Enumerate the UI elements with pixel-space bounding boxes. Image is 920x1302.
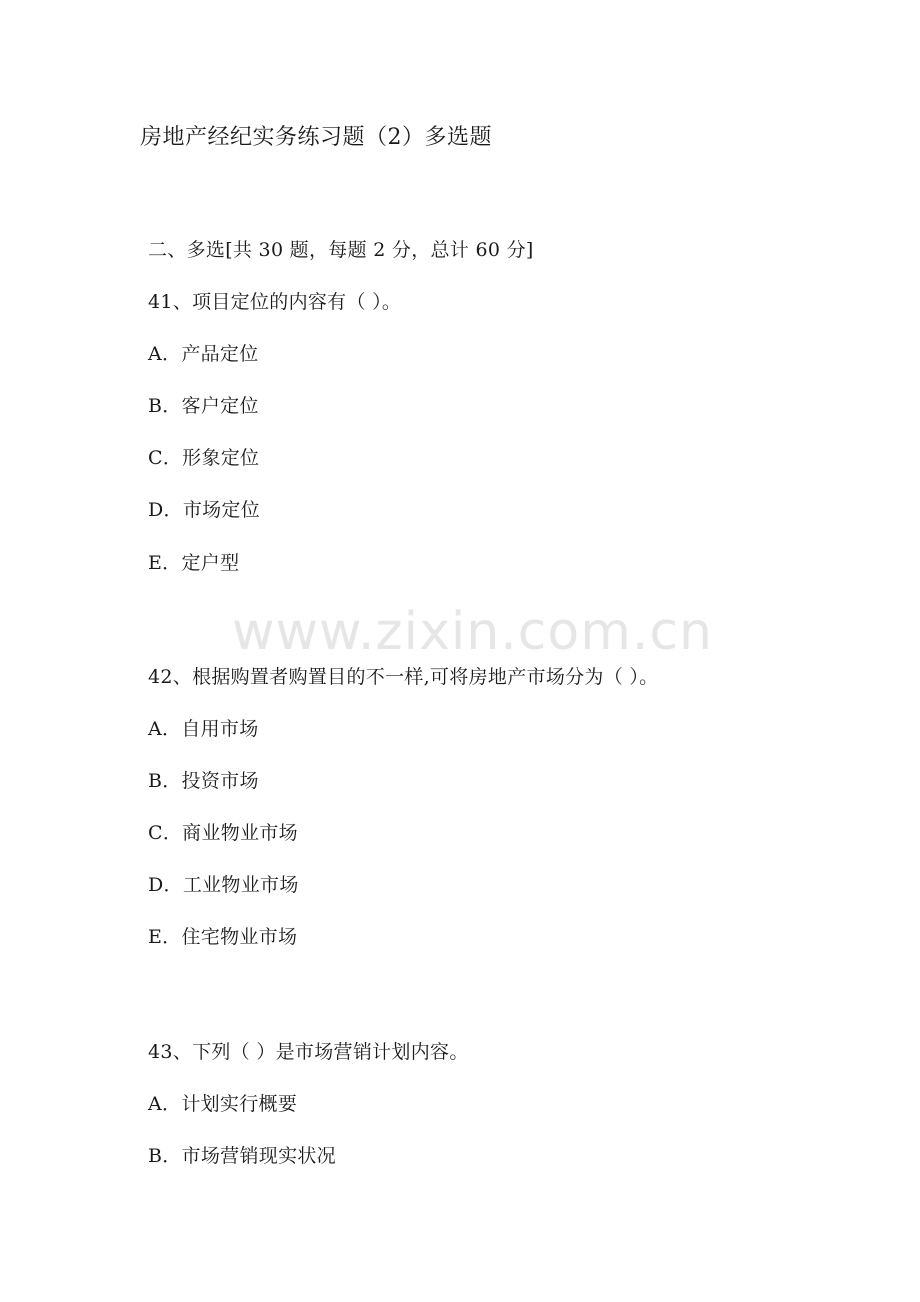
question-43-option-a: A．计划实行概要 xyxy=(148,1093,298,1115)
question-43-stem: 43、下列（ ）是市场营销计划内容。 xyxy=(148,1041,469,1063)
question-42-option-e: E．住宅物业市场 xyxy=(148,926,298,948)
question-42-option-c: C．商业物业市场 xyxy=(148,822,298,844)
question-41-option-b: B．客户定位 xyxy=(148,395,259,417)
question-41-option-d: D．市场定位 xyxy=(148,499,261,521)
question-41-option-c: C．形象定位 xyxy=(148,447,260,469)
question-41-option-e: E．定户型 xyxy=(148,552,240,574)
question-42-stem: 42、根据购置者购置目的不一样,可将房地产市场分为（ ）。 xyxy=(148,666,659,688)
section-heading: 二、多选[共 30 题，每题 2 分，总计 60 分] xyxy=(148,239,534,261)
document-title: 房地产经纪实务练习题（2）多选题 xyxy=(140,125,492,150)
question-42-option-d: D．工业物业市场 xyxy=(148,874,299,896)
question-42-option-a: A．自用市场 xyxy=(148,718,259,740)
question-41-option-a: A．产品定位 xyxy=(148,343,259,365)
question-41-stem: 41、项目定位的内容有（ ）。 xyxy=(148,291,402,313)
question-42-option-b: B．投资市场 xyxy=(148,770,259,792)
watermark: www.zixin.com.cn xyxy=(232,602,713,662)
question-43-option-b: B．市场营销现实状况 xyxy=(148,1145,336,1167)
